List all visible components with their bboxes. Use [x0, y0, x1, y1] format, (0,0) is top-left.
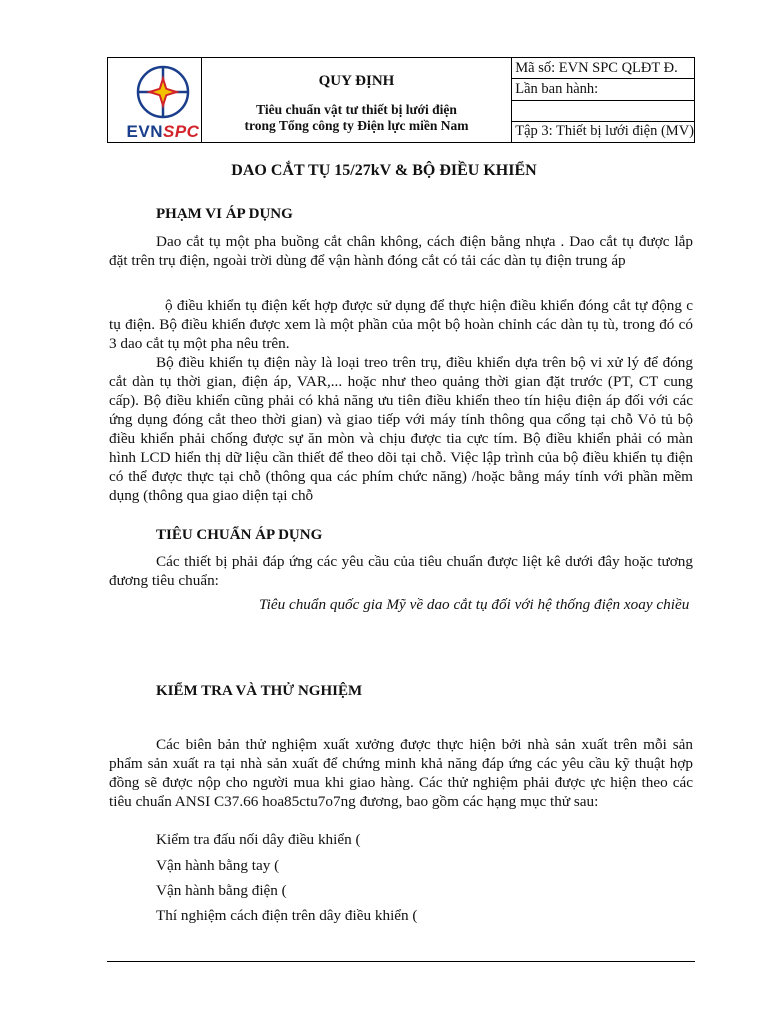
scope-paragraph-1: Dao cắt tụ một pha buồng cắt chân không, cách điện bằng nhựa . Dao cắt tụ được lắp đặt trên trụ điện, ngoài trời dùng để vận hành đóng cắt có tải các dàn tụ điện trung áp	[109, 233, 693, 269]
company-logo-text: EVNSPC	[126, 122, 200, 141]
section-heading-testing: KIỂM TRA VÀ THỬ NGHIỆM	[156, 683, 363, 699]
test-item: Vận hành bằng tay (	[156, 857, 280, 874]
test-item: Vận hành bằng điện (	[156, 882, 287, 899]
document-code: Mã số: EVN SPC QLĐT Đ.	[512, 58, 694, 79]
document-header	[107, 57, 695, 143]
header-subtitle-1: Tiêu chuẩn vật tư thiết bị lưới điện	[256, 102, 457, 117]
header-title: QUY ĐỊNH	[318, 73, 395, 89]
test-item: Kiểm tra đấu nối dây điều khiển (	[156, 831, 361, 848]
header-subtitle-2: trong Tổng công ty Điện lực miền Nam	[244, 118, 469, 133]
standard-reference: Tiêu chuẩn quốc gia Mỹ về dao cắt tụ đối với hệ thống điện xoay chiều	[259, 596, 690, 613]
company-logo	[108, 58, 202, 142]
testing-paragraph: Các biên bản thử nghiệm xuất xưởng được thực hiện bởi nhà sản xuất trên mỗi sản phẩm sản xuất ra tại nhà sản xuất để chứng minh khả năng đáp ứng các yêu cầu kỹ thuật hợp đồng sẽ được nộp cho người mua khi giao hàng. Các thử nghiệm phải được ực hiện theo các tiêu chuẩn ANSI C37.66 hoa85ctu7o7ng đương, bao gồm các hạng mục thử sau:	[109, 736, 693, 810]
evn-star-logo-icon	[136, 63, 190, 121]
issue-number: Lần ban hành:	[512, 79, 694, 100]
test-item: Thí nghiệm cách điện trên dây điều khiển (	[156, 907, 418, 924]
header-meta	[512, 58, 694, 142]
header-title-cell	[202, 58, 512, 142]
header-empty-cell	[512, 101, 694, 122]
section-heading-standards: TIÊU CHUẨN ÁP DỤNG	[156, 527, 323, 543]
footer-divider	[107, 961, 695, 962]
scope-paragraph-3: Bộ điều khiển tụ điện này là loại treo trên trụ, điều khiển dựa trên bộ vi xử lý để đóng cắt dàn tụ thời gian, điện áp, VAR,... hoặc như theo quảng thời gian đặt trước (PT, CT cung cấp). Bộ điều khiển cũng phải có khả năng ưu tiên điều khiển theo tín hiệu điện áp đối với các ứng dụng đóng cắt theo thời gian) và giao tiếp với máy tính thông qua cổng tại chỗ Vỏ tủ bộ điều khiển phải chống được sự ăn mòn và chịu được tia cực tím. Bộ điều khiển phải có màn hình LCD hiển thị dữ liệu cần thiết để theo dõi tại chỗ. Việc lập trình của bộ điều khiển tụ điện có thể được thực tại chỗ (thông qua các phím chức năng) /hoặc bằng máy tính với phần mềm dụng (thông qua giao diện tại chỗ	[109, 354, 693, 504]
scope-paragraph-2: ộ điều khiển tụ điện kết hợp được sử dụng để thực hiện điều khiển đóng cắt tự động c tụ điện. Bộ điều khiển được xem là một phần của một bộ hoàn chỉnh các dàn tụ tù, trong đó có 3 dao cắt tụ một pha nêu trên.	[109, 297, 693, 352]
volume-label: Tập 3: Thiết bị lưới điện (MV)	[515, 123, 694, 140]
document-title: DAO CẮT TỤ 15/27kV & BỘ ĐIỀU KHIỂN	[231, 162, 537, 179]
standards-paragraph: Các thiết bị phải đáp ứng các yêu cầu của tiêu chuẩn được liệt kê dưới đây hoặc tương đương tiêu chuẩn:	[109, 553, 693, 589]
section-heading-scope: PHẠM VI ÁP DỤNG	[156, 206, 293, 222]
